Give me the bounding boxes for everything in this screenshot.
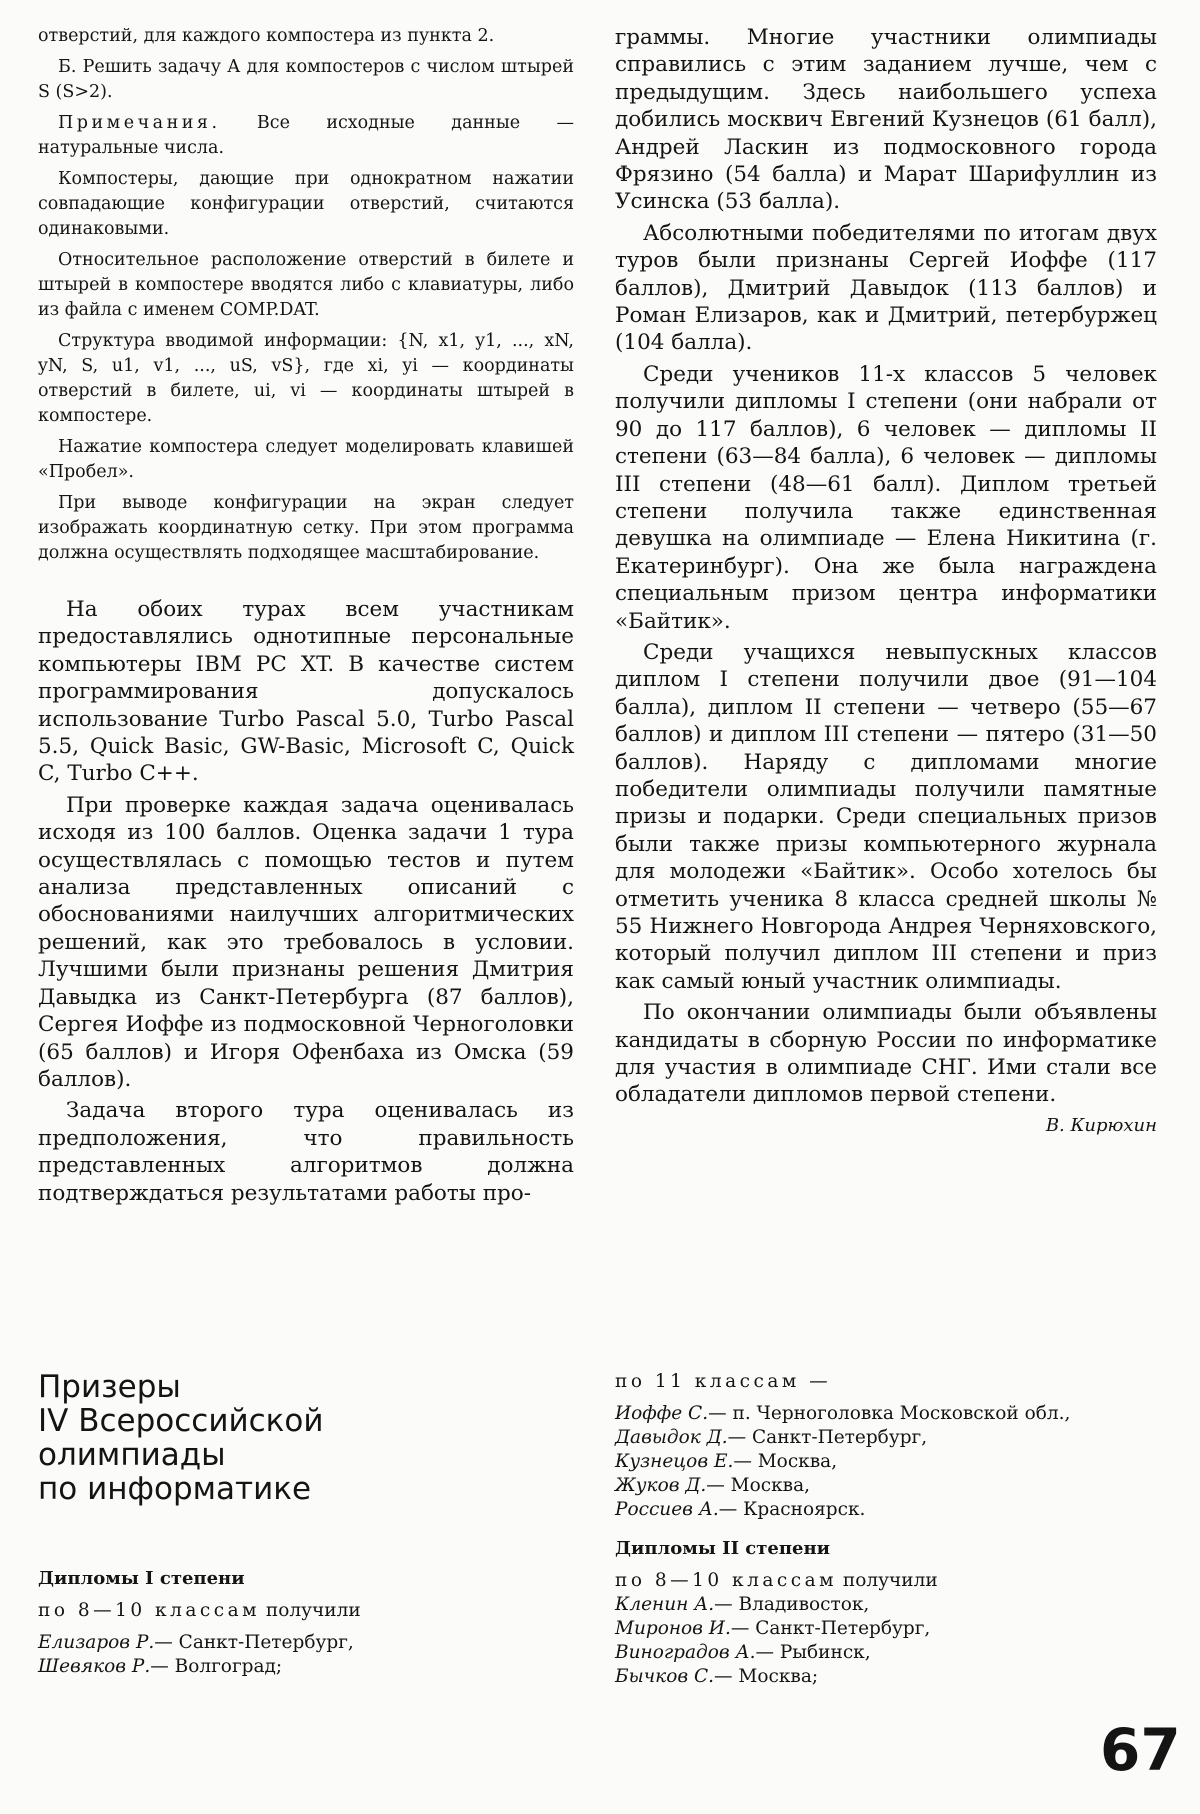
article-right-column <box>615 24 1157 1136</box>
winner-city: — Санкт-Петербург, <box>154 1632 354 1653</box>
class-suffix: получили <box>837 1570 938 1591</box>
prizes-title <box>38 1370 558 1506</box>
winner-entry <box>615 1641 1175 1665</box>
winner-entry <box>615 1665 1175 1689</box>
class-suffix: получили <box>260 1600 361 1621</box>
winner-entry <box>615 1474 1175 1498</box>
winner-entry <box>615 1498 1175 1522</box>
winner-city: — Москва; <box>714 1666 819 1687</box>
winner-entry <box>615 1593 1175 1617</box>
winner-entry <box>615 1450 1175 1474</box>
article-paragraph: По окончании олимпиады были объявлены кандидаты в сборную России по информатике для участия в олимпиаде СНГ. Ими стали все обладатели дипломов первой степени. <box>615 1000 1157 1108</box>
winner-city: — Санкт-Петербург, <box>730 1618 931 1639</box>
winner-city: — Москва, <box>733 1451 838 1472</box>
task-paragraph: При выводе конфигурации на экран следует изображать координатную сетку. При этом программа должна осуществлять подходящее масштабирование. <box>38 493 574 563</box>
article-paragraph: Среди учащихся невыпускных классов диплом I степени получили двое (91—104 балла), диплом II степени — четверо (55—67 баллов) и диплом III степени — пятеро (31—50 баллов). Наряду с дипломами многие победители олимпиады получили памятные призы и подарки. Среди специальных призов были также призы компьютерного журнала для молодежи «Байтик». Особо хотелось бы отметить ученика 8 класса средней школы № 55 Нижнего Новгорода Андрея Черняховского, который получил диплом III степени и приз как самый юный участник олимпиады. <box>615 639 1157 994</box>
task-paragraph: отверстий, для каждого компостера из пункта 2. <box>38 26 495 46</box>
winner-city: — Волгоград; <box>150 1656 283 1677</box>
task-statement <box>38 24 574 572</box>
winner-name: Кузнецов Е. <box>615 1451 734 1472</box>
winner-name: Виноградов А. <box>615 1642 756 1663</box>
article-paragraph: граммы. Многие участники олимпиады справились с этим заданием лучше, чем с предыдущим. Здесь наибольшего успеха добились москвич Евгений Кузнецов (61 балл), Андрей Ласкин из подмосковного города Фрязино (54 балла) и Марат Шарифуллин из Усинска (53 балла). <box>615 25 1157 215</box>
class-group-label: по 11 классам — <box>615 1371 832 1392</box>
title-line: Призеры <box>38 1369 181 1405</box>
winner-name: Миронов И. <box>615 1618 731 1639</box>
class-range: по 8—10 классам <box>38 1600 261 1621</box>
note-label: Примечания. <box>58 113 221 133</box>
author-signature: В. Кирюхин <box>1045 1114 1157 1136</box>
article-paragraph: При проверке каждая задача оценивалась исходя из 100 баллов. Оценка задачи 1 тура осуществлялась с помощью тестов и путем анализа представленных описаний с обоснованиями наилучших алгоритмических решений, как это требовалось в условии. Лучшими были признаны решения Дмитрия Давыдка из Санкт-Петербурга (87 баллов), Сергея Иоффе из подмосковной Черноголовки (65 баллов) и Игоря Офенбаха из Омска (59 баллов). <box>38 792 574 1092</box>
class-group-label <box>38 1599 558 1623</box>
winner-name: Бычков С. <box>615 1666 715 1687</box>
winner-city: — Рыбинск, <box>755 1642 871 1663</box>
class-range: по 8—10 классам <box>615 1570 838 1591</box>
winner-name: Елизаров Р. <box>38 1632 155 1653</box>
winner-entry <box>38 1655 558 1679</box>
winner-name: Иоффе С. <box>615 1403 709 1424</box>
diplomas-2-section <box>615 1538 1175 1689</box>
title-line: IV Всероссийской <box>38 1403 324 1439</box>
winner-entry <box>38 1631 558 1655</box>
winner-name: Россиев А. <box>615 1499 719 1520</box>
winner-name: Шевяков Р. <box>38 1656 151 1677</box>
section-heading: Дипломы II степени <box>615 1538 830 1559</box>
diplomas-1-grade-11 <box>615 1370 1175 1522</box>
winner-city: — Москва, <box>706 1475 810 1496</box>
task-paragraph: Компостеры, дающие при однократном нажатии совпадающие конфигурации отверстий, считаются одинаковыми. <box>38 169 574 239</box>
page-number: 67 <box>1100 1716 1181 1784</box>
winner-entry <box>615 1426 1175 1450</box>
winner-name: Жуков Д. <box>615 1475 707 1496</box>
task-paragraph: Относительное расположение отверстий в билете и штырей в компостере вводятся либо с клавиатуры, либо из файла с именем COMP.DAT. <box>38 250 574 320</box>
task-note <box>38 111 574 161</box>
diplomas-1-section <box>38 1568 558 1679</box>
title-line: олимпиады <box>38 1437 226 1473</box>
article-left-column <box>38 596 574 1211</box>
winner-city: — Красноярск. <box>718 1499 866 1520</box>
article-paragraph: На обоих турах всем участникам предоставлялись однотипные персональные компьютеры IBM PC XT. В качестве систем программирования допускалось использование Turbo Pascal 5.0, Turbo Pascal 5.5, Quick Basic, GW-Basic, Microsoft C, Quick C, Turbo C++. <box>38 597 574 787</box>
winner-entry <box>615 1617 1175 1641</box>
winner-name: Кленин А. <box>615 1594 715 1615</box>
winner-entry <box>615 1402 1175 1426</box>
winner-city: — п. Черноголовка Московской обл., <box>708 1403 1071 1424</box>
class-group-label <box>615 1569 1175 1593</box>
article-paragraph: Задача второго тура оценивалась из предположения, что правильность представленных алгоритмов должна подтверждаться результатами работы про- <box>38 1098 574 1206</box>
article-paragraph: Абсолютными победителями по итогам двух туров были признаны Сергей Иоффе (117 баллов), Дмитрий Давыдок (113 баллов) и Роман Елизаров, как и Дмитрий, петербуржец (104 балла). <box>615 220 1157 356</box>
title-line: по информатике <box>38 1471 312 1507</box>
task-paragraph: Нажатие компостера следует моделировать клавишей «Пробел». <box>38 437 574 482</box>
winner-city: — Санкт-Петербург, <box>727 1427 928 1448</box>
task-paragraph: Б. Решить задачу А для компостеров с числом штырей S (S>2). <box>38 57 574 102</box>
section-heading: Дипломы I степени <box>38 1568 245 1589</box>
winner-name: Давыдок Д. <box>615 1427 728 1448</box>
task-paragraph: Структура вводимой информации: {N, x1, y1, ..., xN, yN, S, u1, v1, ..., uS, vS}, где xi, yi — координаты отверстий в билете, ui, vi — координаты штырей в компостере. <box>38 331 574 426</box>
winner-city: — Владивосток, <box>714 1594 870 1615</box>
article-paragraph: Среди учеников 11-х классов 5 человек получили дипломы I степени (они набрали от 90 до 117 баллов), 6 человек — дипломы II степени (63—84 балла), 6 человек — дипломы III степени (48—61 балл). Диплом третьей степени получила также единственная девушка на олимпиаде — Елена Никитина (г. Екатеринбург). Она же была награждена специальным призом центра информатики «Байтик». <box>615 361 1157 634</box>
note-text: Все исходные данные — натуральные числа. <box>38 113 574 158</box>
